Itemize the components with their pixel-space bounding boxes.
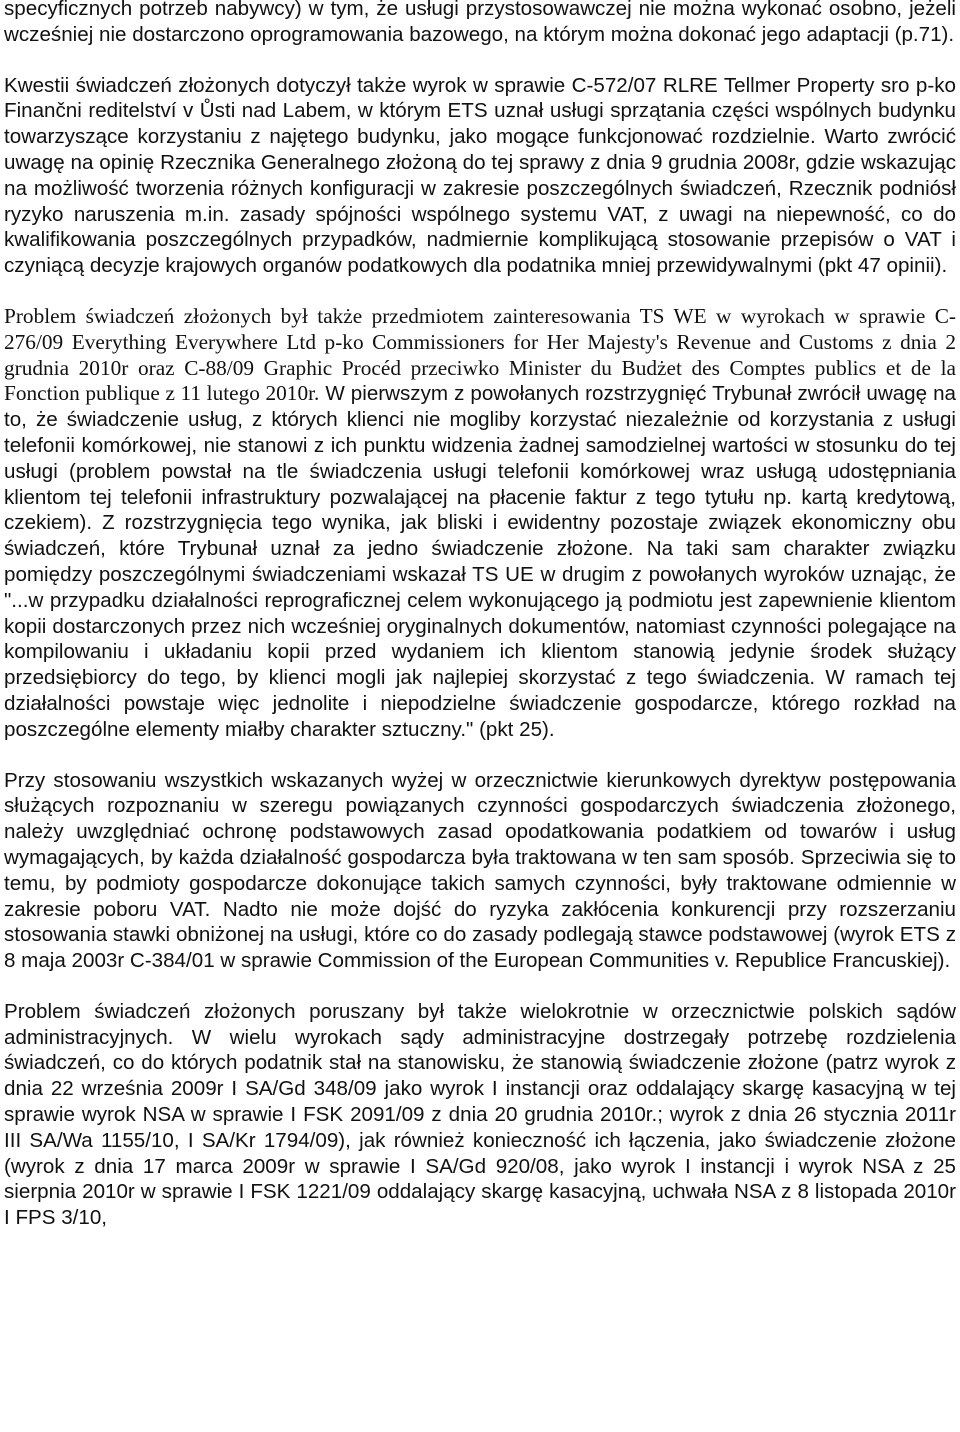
paragraph-text: Kwestii świadczeń złożonych dotyczył także wyrok w sprawie C-572/07 RLRE Tellmer Property sro p-ko Finančni reditelství v Ůsti nad Labem, w którym ETS uznał usługi sprzątania części wspólnych budynku towarzyszące korzystaniu z najętego budynku, jako mogące funkcjonować rozdzielnie.	[4, 73, 956, 149]
paragraph-everything-everywhere	[4, 304, 956, 743]
paragraph-continuation	[4, 0, 956, 48]
document-page	[4, 0, 956, 1231]
paragraph-tellmer	[4, 73, 956, 279]
paragraph-text: Problem świadczeń złożonych poruszany był także wielokrotnie w orzecznictwie polskich sądów administracyjnych. W wielu wyrokach sądy administracyjne dostrzegały potrzebę rozdzielenia świadczeń, co do których podatnik stał na stanowisku, że stanowią świadczenie złożone (patrz wyrok z dnia 22 września 2009r I SA/Gd 348/09 jako wyrok I instancji oraz oddalający skargę kasacyjną w tej sprawie wyrok NSA w sprawie I FSK 2091/09 z dnia 20 grudnia 2010r.; wyrok z dnia 26 stycznia 2011r III SA/Wa 1155/10, I SA/Kr 1794/09), jak również konieczność ich łączenia, jako świadczenie złożone (wyrok z dnia 17 marca 2009r w sprawie I SA/Gd 920/08, jako wyrok I instancji i wyrok NSA z 25 sierpnia 2010r w sprawie I FSK 1221/09 oddalający skargę kasacyjną, uchwała NSA z 8 listopada 2010r I FPS 3/10,	[4, 999, 956, 1230]
paragraph-spacer	[4, 974, 956, 999]
paragraph-directives	[4, 768, 956, 974]
paragraph-text: Warto zwrócić uwagę na opinię Rzecznika Generalnego złożoną do tej sprawy z dnia 9 grudnia 2008r, gdzie wskazując na możliwość tworzenia różnych konfiguracji w zakresie poszczególnych świadczeń, Rzecznik podniósł ryzyko naruszenia m.in. zasady spójności wspólnego systemu VAT, z uwagi na niepewność, co do kwalifikowania poszczególnych przypadków, nadmiernie komplikującą stosowanie przepisów o VAT i czyniącą decyzje krajowych organów podatkowych dla podatnika mniej przewidywalnymi (pkt 47 opinii).	[4, 125, 956, 278]
paragraph-text: specyficznych potrzeb nabywcy) w tym, że usługi przystosowawczej nie można wykonać osobno, jeżeli wcześniej nie dostarczono oprogramowania bazowego, na którym można dokonać jego adaptacji (p.71).	[4, 0, 956, 46]
paragraph-text: Przy stosowaniu wszystkich wskazanych wyżej w orzecznictwie kierunkowych dyrektyw postępowania służących rozpoznaniu w szeregu powiązanych czynności gospodarczych świadczenia złożonego, należy uwzględniać ochronę podstawowych zasad opodatkowania podatkiem od towarów i usług wymagających, by każda działalność gospodarcza była traktowana w ten sam sposób. Sprzeciwia się to temu, by podmioty gospodarcze dokonujące takich samych czynności, były traktowane odmiennie w zakresie poboru VAT. Nadto nie może dojść do ryzyka zakłócenia konkurencji przy rozszerzaniu stosowania stawki obniżonej na usługi, które co do zasady podlegają stawce podstawowej (wyrok ETS z 8 maja 2003r C-384/01 w sprawie Commission of the European Communities v. Republice Francuskiej).	[4, 768, 956, 973]
paragraph-text: Problem świadczeń złożonych był także przedmiotem zainteresowania TS WE w wyrokach w sprawie C-276/09 Everything Everywhere Ltd p-ko Commissioners for Her Majesty's Revenue and Customs z dnia 2 grudnia 2010r oraz C-88/09 Graphic Procéd przeciwko Minister du Budżet des Comptes publics et de la Fonction publique z 11 lutego 2010r.	[4, 303, 956, 406]
paragraph-spacer	[4, 743, 956, 768]
paragraph-spacer	[4, 48, 956, 73]
paragraph-spacer	[4, 279, 956, 304]
paragraph-polish-courts	[4, 999, 956, 1231]
paragraph-text: W pierwszym z powołanych rozstrzygnięć Trybunał zwrócił uwagę na to, że świadczenie usług, z których klienci nie mogliby korzystać niezależnie od korzystania z usługi telefonii komórkowej, nie stanowi z ich punktu widzenia żadnej samodzielnej wartości w stosunku do tej usługi (problem powstał na tle świadczenia usługi telefonii komórkowej wraz usługą udostępniania klientom tej telefonii infrastruktury pozwalającej na płacenie faktur z tego tytułu np. kartą kredytową, czekiem). Z rozstrzygnięcia tego wynika, jak bliski i ewidentny pozostaje związek ekonomiczny obu świadczeń, które Trybunał uznał za jedno świadczenie złożone. Na taki sam charakter związku pomiędzy poszczególnymi świadczeniami wskazał TS UE w drugim z powołanych wyroków uznając, że "...w przypadku działalności reprograficznej celem wykonującego ją podmiotu jest zapewnienie klientom kopii dostarczonych przez nich wcześniej oryginalnych dokumentów, natomiast czynności polegające na kompilowaniu i układaniu kopii przed wydaniem ich klientom stanowią jedynie środek służący przedsiębiorcy do tego, by klienci mogli jak najlepiej skorzystać z tego świadczenia. W ramach tej działalności powstaje więc jednolite i niepodzielne świadczenie gospodarcze, którego rozkład na poszczególne elementy miałby charakter sztuczny." (pkt 25).	[4, 382, 956, 741]
